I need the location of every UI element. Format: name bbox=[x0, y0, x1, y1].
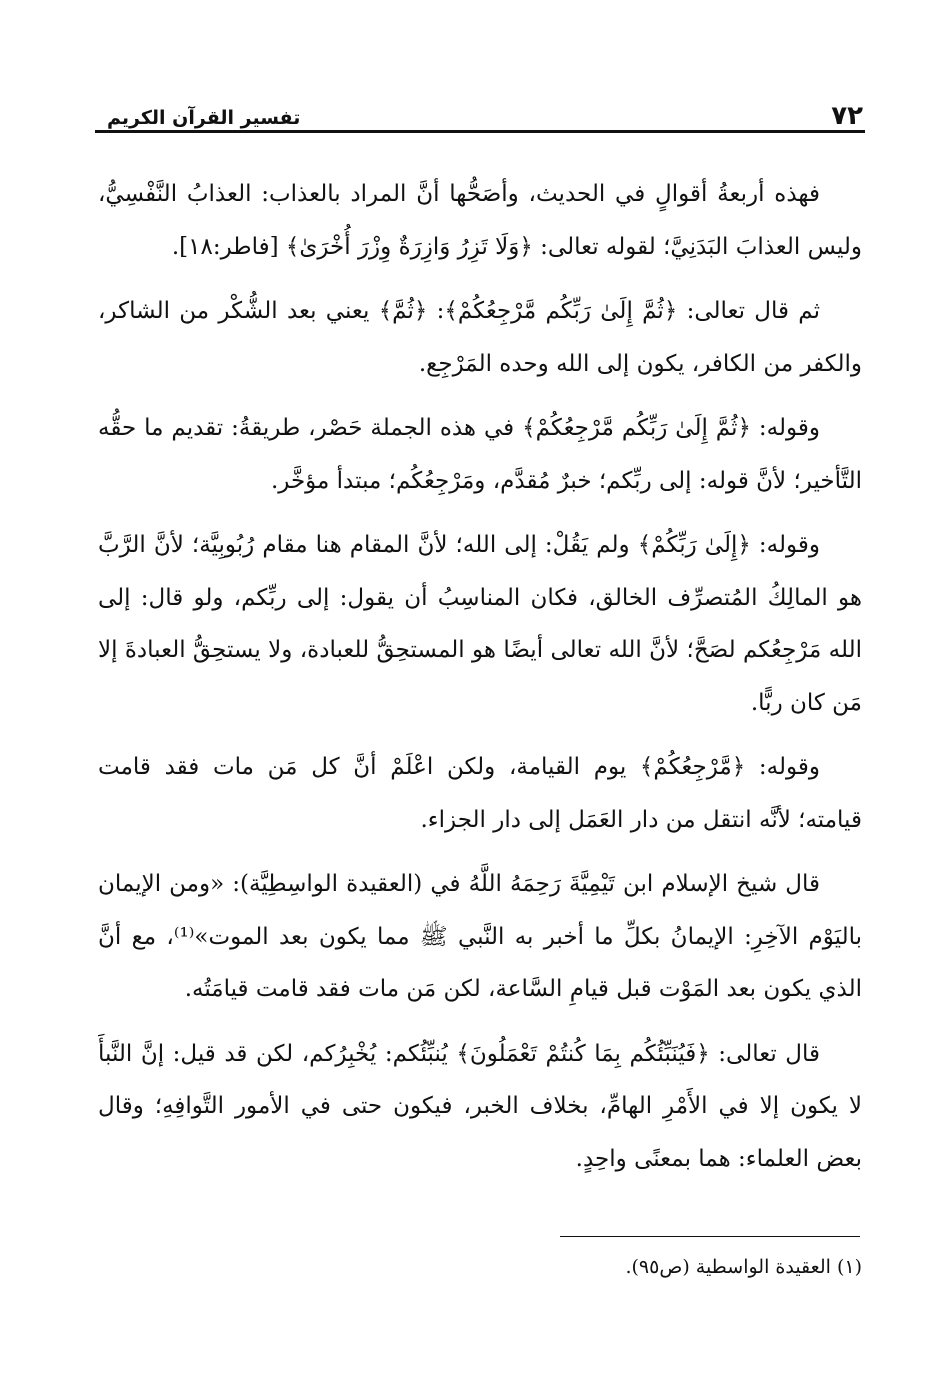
running-title: تفسير القرآن الكريم bbox=[107, 107, 301, 129]
footnote: (١) العقيدة الواسطية (ص٩٥). bbox=[625, 1256, 862, 1278]
paragraph-2: ثم قال تعالى: ﴿ثُمَّ إِلَىٰ رَبِّكُم مَّرْجِعُكُمْ﴾: ﴿ثُمَّ﴾ يعني بعد الشُّكْر من الشاكر، والكفر من الكافر، يكون إلى الله وحده المَرْجِع. bbox=[98, 298, 862, 377]
page-header bbox=[95, 96, 865, 130]
paragraph-6: قال شيخ الإسلام ابن تَيْمِيَّةَ رَحِمَهُ اللَّهُ في (العقيدة الواسِطِيَّة): «ومن الإيمان باليَوْم الآخِرِ: الإيمانُ بكلِّ ما أخبر به النَّبي ﷺ مما يكون بعد الموت»⁽¹⁾، مع أنَّ الذي يكون بعد المَوْت قبل قيامِ السَّاعة، لكن مَن مات فقد قامت قيامَتُه. bbox=[98, 871, 862, 1002]
header-rule bbox=[95, 130, 865, 133]
paragraph-4: وقوله: ﴿إِلَىٰ رَبِّكُمْ﴾ ولم يَقُلْ: إلى الله؛ لأنَّ المقام هنا مقام رُبُوبِيَّة؛ لأنَّ الرَّبَّ هو المالِكُ المُتصرِّف الخالق، فكان المناسِبُ أن يقول: إلى ربِّكم، ولو قال: إلى الله مَرْجِعُكم لصَحَّ؛ لأنَّ الله تعالى أيضًا هو المستحِقُّ للعبادة، ولا يستحِقُّ العبادةَ إلا مَن كان ربًّا. bbox=[98, 532, 862, 716]
paragraph-5: وقوله: ﴿مَّرْجِعُكُمْ﴾ يوم القيامة، ولكن اعْلَمْ أنَّ كل مَن مات فقد قامت قيامته؛ لأنَّه انتقل من دار العَمَل إلى دار الجزاء. bbox=[98, 754, 862, 833]
paragraph-7: قال تعالى: ﴿فَيُنَبِّئُكُم بِمَا كُنتُمْ تَعْمَلُونَ﴾ يُنبِّئُكم: يُخْبِرُكم، لكن قد قيل: إنَّ النَّبأَ لا يكون إلا في الأَمْرِ الهامِّ، بخلاف الخبر، فيكون حتى في الأمور التَّوافِهِ؛ وقال بعض العلماء: هما بمعنًى واحِدٍ. bbox=[98, 1040, 862, 1172]
paragraph-1: فهذه أربعةُ أقوالٍ في الحديث، وأصَحُّها أنَّ المراد بالعذاب: العذابُ النَّفْسِيُّ، وليس العذابَ البَدَنِيَّ؛ لقوله تعالى: ﴿وَلَا تَزِرُ وَازِرَةٌ وِزْرَ أُخْرَىٰ﴾ [فاطر:١٨]. bbox=[98, 181, 862, 260]
footnote-rule bbox=[560, 1236, 860, 1237]
paragraph-3: وقوله: ﴿ثُمَّ إِلَىٰ رَبِّكُم مَّرْجِعُكُمْ﴾ في هذه الجملة حَصْر، طريقةُ: تقديم ما حقُّه التَّأخير؛ لأنَّ قوله: إلى ربِّكم؛ خبرٌ مُقدَّم، ومَرْجِعُكُم؛ مبتدأ مؤخَّر. bbox=[98, 415, 862, 494]
page-number: ٧٢ bbox=[831, 101, 863, 131]
body-text bbox=[98, 168, 862, 1197]
